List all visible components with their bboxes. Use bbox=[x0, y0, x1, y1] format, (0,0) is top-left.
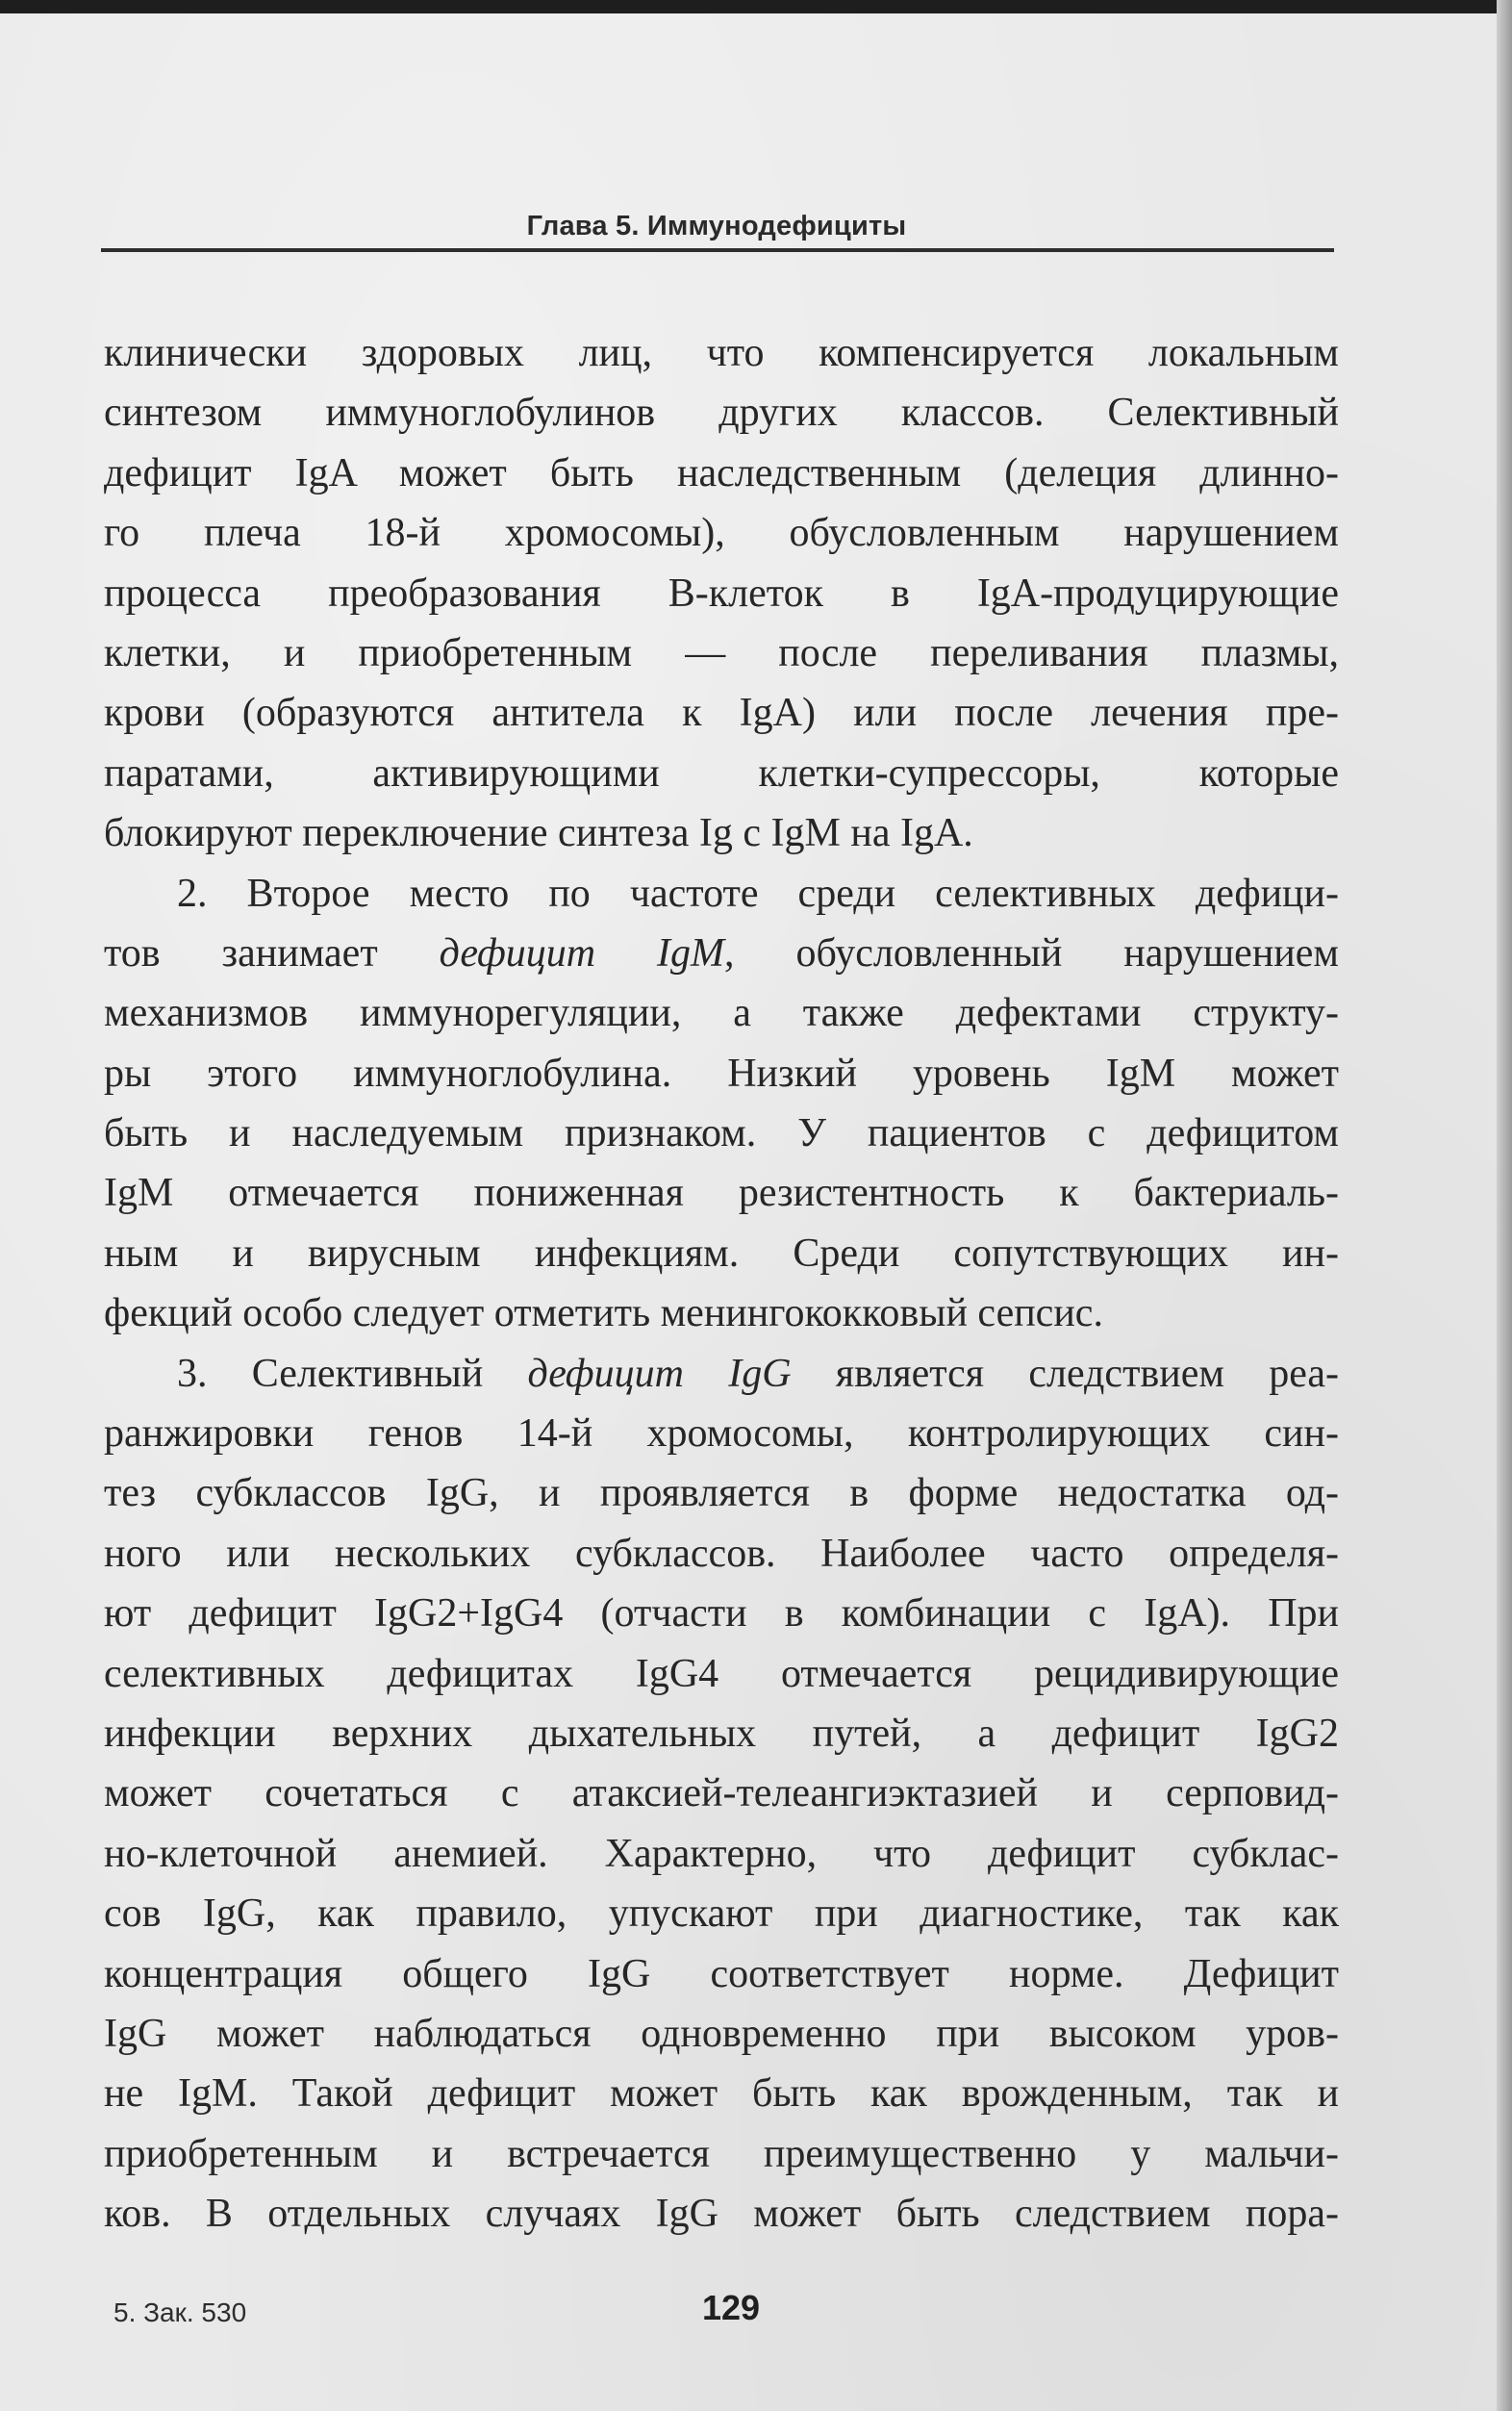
text-line bbox=[104, 924, 1339, 983]
text-line: концентрация общего IgG соответствует норме. Дефицит bbox=[104, 1951, 1339, 1996]
text-line: ранжировки генов 14-й хромосомы, контролирующих син- bbox=[104, 1411, 1339, 1457]
text-run: 3. Селективный bbox=[177, 1351, 528, 1396]
text-line: IgM отмечается пониженная резистентность к бактериаль- bbox=[104, 1171, 1339, 1216]
text-line: ры этого иммуноглобулина. Низкий уровень IgM может bbox=[104, 1051, 1339, 1096]
text-line: инфекции верхних дыхательных путей, а дефицит IgG2 bbox=[104, 1711, 1339, 1756]
text-line: может сочетаться с атаксией-телеангиэктазией и серповид- bbox=[104, 1771, 1339, 1816]
page-number: 129 bbox=[701, 2288, 761, 2327]
text-line: паратами, активирующими клетки-супрессоры, которые bbox=[104, 750, 1339, 796]
text-line: дефицит IgA может быть наследственным (делеция длинно- bbox=[104, 450, 1339, 495]
text-line: механизмов иммунорегуляции, а также дефектами структу- bbox=[104, 991, 1339, 1036]
text-line: клетки, и приобретенным — после переливания плазмы, bbox=[104, 630, 1339, 675]
text-run: является следствием реа- bbox=[791, 1351, 1339, 1396]
text-line: быть и наследуемым признаком. У пациентов с дефицитом bbox=[104, 1111, 1339, 1156]
printer-signature: 5. Зак. 530 bbox=[113, 2297, 247, 2327]
text-run: , обусловленный нарушением bbox=[724, 930, 1339, 976]
text-line: блокируют переключение синтеза Ig с IgM на IgA. bbox=[104, 811, 973, 856]
text-line: сов IgG, как правило, упускают при диагностике, так как bbox=[104, 1891, 1339, 1937]
text-line: крови (образуются антитела к IgA) или после лечения пре- bbox=[104, 691, 1339, 736]
emphasis-term: дефицит IgG bbox=[527, 1351, 792, 1396]
text-line: но-клеточной анемией. Характерно, что дефицит субклас- bbox=[104, 1831, 1339, 1876]
text-line: го плеча 18-й хромосомы), обусловленным нарушением bbox=[104, 511, 1339, 556]
header-rule bbox=[101, 248, 1334, 252]
text-run: тов занимает bbox=[104, 930, 440, 976]
text-line: фекций особо следует отметить менингококковый сепсис. bbox=[104, 1291, 1103, 1336]
running-head: Глава 5. Иммунодефициты bbox=[526, 211, 907, 241]
text-line: IgG может наблюдаться одновременно при высоком уров- bbox=[104, 2011, 1339, 2056]
text-line: синтезом иммуноглобулинов других классов. Селективный bbox=[104, 391, 1339, 436]
page-edge-shadow bbox=[1497, 0, 1512, 2411]
text-line: селективных дефицитах IgG4 отмечается рецидивирующие bbox=[104, 1651, 1339, 1696]
text-line: не IgM. Такой дефицит может быть как врожденным, так и bbox=[104, 2071, 1339, 2117]
text-line: приобретенным и встречается преимущественно у мальчи- bbox=[104, 2131, 1339, 2176]
text-line: клинически здоровых лиц, что компенсируется локальным bbox=[104, 331, 1339, 375]
text-line: ков. В отдельных случаях IgG может быть следствием пора- bbox=[104, 2192, 1339, 2237]
text-line: процесса преобразования B-клеток в IgA-продуцирующие bbox=[104, 571, 1339, 616]
text-line: ным и вирусным инфекциям. Среди сопутствующих ин- bbox=[104, 1231, 1339, 1276]
text-line: ют дефицит IgG2+IgG4 (отчасти в комбинации с IgA). При bbox=[104, 1591, 1339, 1637]
text-line bbox=[104, 1344, 1339, 1404]
body-text bbox=[104, 323, 1339, 2245]
text-line: ного или нескольких субклассов. Наиболее часто определя- bbox=[104, 1531, 1339, 1576]
emphasis-term: дефицит IgM bbox=[439, 930, 725, 976]
text-line: тез субклассов IgG, и проявляется в форме недостатка од- bbox=[104, 1471, 1339, 1516]
text-line: 2. Второе место по частоте среди селективных дефици- bbox=[177, 871, 1339, 916]
